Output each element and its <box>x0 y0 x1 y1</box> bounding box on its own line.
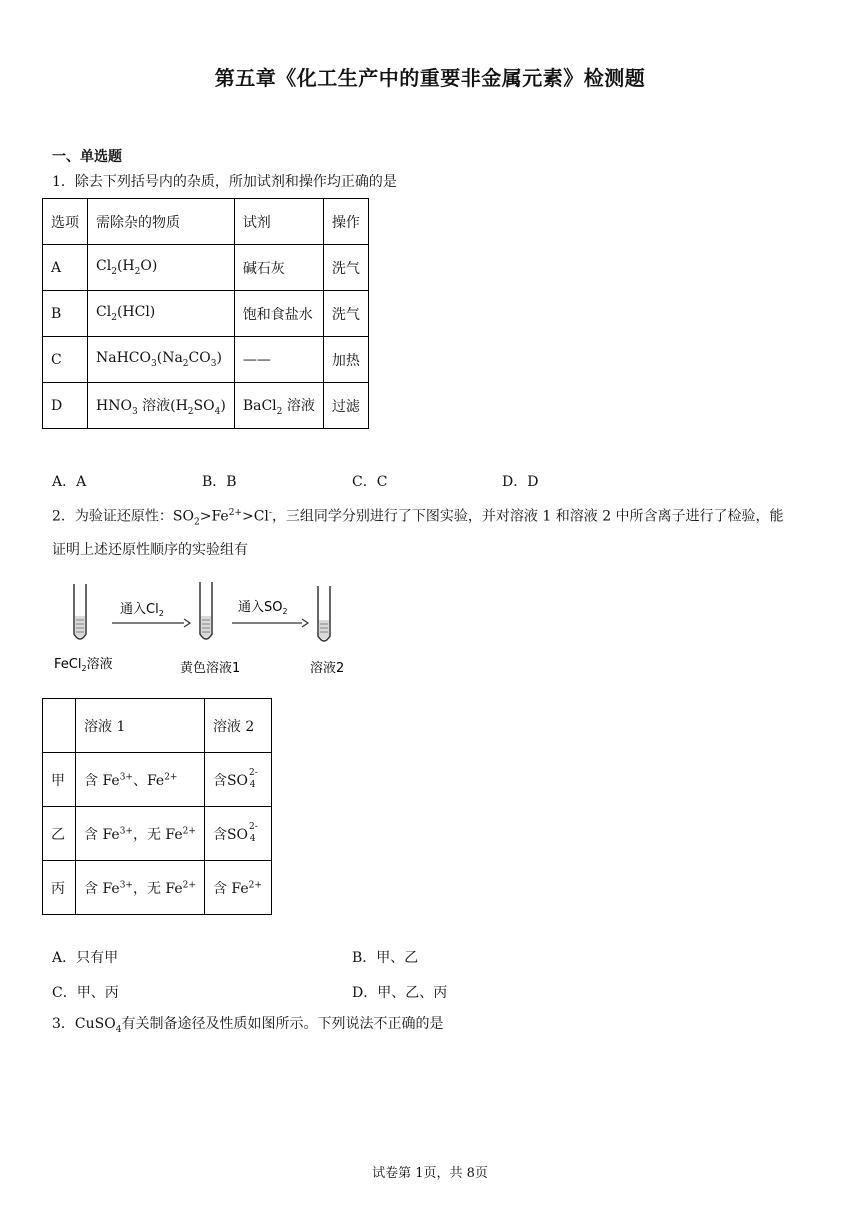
reagent-cell: BaCl$_2$ 溶液 <box>234 383 323 429</box>
option-c[interactable]: C．甲、丙 <box>52 985 119 1001</box>
test-tube-icon <box>74 584 86 639</box>
group-cell: 丙 <box>43 861 76 915</box>
operation-cell: 洗气 <box>323 291 368 337</box>
tube-2-label: 黄色溶液1 <box>180 661 241 676</box>
question-1-table <box>42 198 369 429</box>
table-row <box>43 807 272 861</box>
substance-cell: $Cl_2(H_2O)$ <box>88 245 235 291</box>
operation-cell: 加热 <box>323 337 368 383</box>
group-cell: 乙 <box>43 807 76 861</box>
option-a[interactable]: A．A <box>52 474 87 490</box>
option-d[interactable]: D．甲、乙、丙 <box>352 985 448 1001</box>
substance-cell: $HNO_3$ 溶液$(H_2SO_4)$ <box>88 383 235 429</box>
reagent-cell: 饱和食盐水 <box>234 291 323 337</box>
option-cell: A <box>43 245 88 291</box>
test-tube-icon <box>200 582 212 639</box>
operation-cell: 过滤 <box>323 383 368 429</box>
table-header-cell: 溶液 2 <box>204 699 271 753</box>
option-cell: B <box>43 291 88 337</box>
table-row <box>43 337 369 383</box>
question-2-table <box>42 698 272 915</box>
table-header-cell: 试剂 <box>234 199 323 245</box>
table-header-cell: 操作 <box>323 199 368 245</box>
tube-3-label: 溶液2 <box>310 661 345 676</box>
operation-cell: 洗气 <box>323 245 368 291</box>
group-cell: 甲 <box>43 753 76 807</box>
option-b[interactable]: B．甲、乙 <box>352 950 419 966</box>
question-1-stem: 1．除去下列括号内的杂质，所加试剂和操作均正确的是 <box>52 174 397 190</box>
solution-1-cell: 含 $Fe^{3+}$，无 $Fe^{2+}$ <box>76 861 205 915</box>
option-c[interactable]: C．C <box>352 474 388 490</box>
option-d[interactable]: D．D <box>502 474 539 490</box>
arrow-1-label: 通入$Cl_2$ <box>120 602 164 618</box>
option-a[interactable]: A．只有甲 <box>52 950 119 966</box>
solution-2-cell: 含$SO^{2-}4$ <box>204 753 271 807</box>
table-header-row <box>43 699 272 753</box>
page-footer: 试卷第 1页，共 8页 <box>372 1166 488 1181</box>
question-2-stem: 2．为验证还原性：$SO_2>Fe^{2+}>Cl^-$，三组同学分别进行了下图实验，并对溶液 1 和溶液 2 中所含离子进行了检验，能 证明上述还原性顺序的实验组有 <box>52 508 784 559</box>
solution-1-cell: 含 $Fe^{3+}$，无 $Fe^{2+}$ <box>76 807 205 861</box>
solution-2-cell: 含$SO^{2-}4$ <box>204 807 271 861</box>
section-heading: 一、单选题 <box>52 149 122 165</box>
solution-2-cell: 含 $Fe^{2+}$ <box>204 861 271 915</box>
option-cell: C <box>43 337 88 383</box>
table-row <box>43 753 272 807</box>
table-header-cell: 选项 <box>43 199 88 245</box>
table-row <box>43 291 369 337</box>
arrow-2-head-icon <box>302 619 308 627</box>
table-header-row <box>43 199 369 245</box>
reagent-cell: —— <box>234 337 323 383</box>
arrow-2-label: 通入$SO_2$ <box>238 600 288 616</box>
option-cell: D <box>43 383 88 429</box>
table-row <box>43 245 369 291</box>
reagent-cell: 碱石灰 <box>234 245 323 291</box>
substance-cell: $NaHCO_3(Na_2CO_3)$ <box>88 337 235 383</box>
test-tube-icon <box>318 586 330 641</box>
substance-cell: $Cl_2(HCl)$ <box>88 291 235 337</box>
table-header-cell: 需除杂的物质 <box>88 199 235 245</box>
table-row <box>43 861 272 915</box>
option-b[interactable]: B．B <box>202 474 237 490</box>
arrow-1-head-icon <box>184 619 190 627</box>
table-header-cell <box>43 699 76 753</box>
table-row <box>43 383 369 429</box>
experiment-diagram <box>52 578 372 678</box>
page-title: 第五章《化工生产中的重要非金属元素》检测题 <box>214 66 646 90</box>
table-header-cell: 溶液 1 <box>76 699 205 753</box>
question-3-stem: 3．CuSO$_4$有关制备途径及性质如图所示。下列说法不正确的是 <box>52 1016 444 1035</box>
tube-1-label: FeCl$_2$溶液 <box>54 657 113 673</box>
solution-1-cell: 含 $Fe^{3+}$、$Fe^{2+}$ <box>76 753 205 807</box>
